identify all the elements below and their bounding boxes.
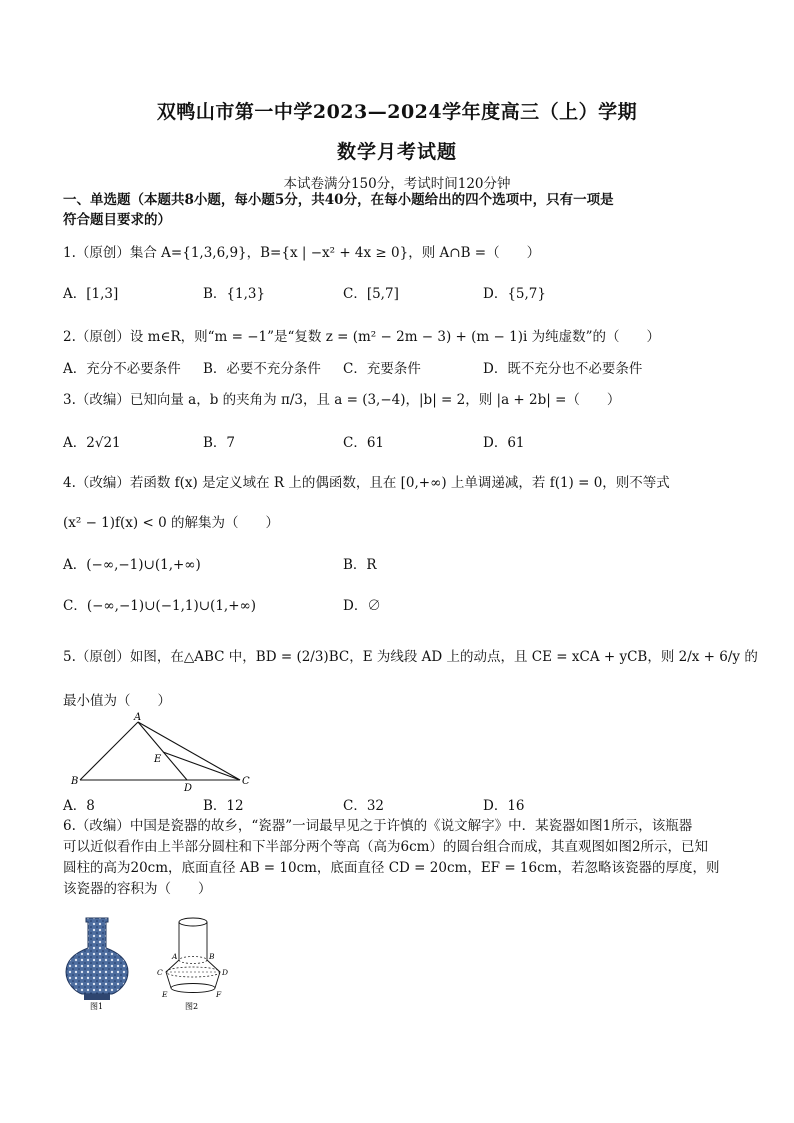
q5-option-a[interactable]: A．8 <box>63 798 95 814</box>
question-2-stem: 2.（原创）设 m∈R，则“m = −1”是“复数 z = (m² − 2m − 3) + (m − 1)i 为纯虚数”的（ ） <box>63 329 660 345</box>
exam-title: 双鸭山市第一中学2023—2024学年度高三（上）学期 <box>156 101 638 123</box>
q2-option-a[interactable]: A．充分不必要条件 <box>63 361 181 377</box>
ab-circle <box>179 957 207 964</box>
fig2-label-c: C <box>157 968 163 977</box>
label-e: E <box>154 754 162 765</box>
q2-option-b[interactable]: B．必要不充分条件 <box>203 361 321 377</box>
section-heading-cont: 符合题目要求的） <box>63 212 171 228</box>
fig2-label-b: B <box>209 952 215 961</box>
q2-option-d[interactable]: D．既不充分也不必要条件 <box>483 361 643 377</box>
fig2-label-f: F <box>216 990 222 999</box>
q4-option-a[interactable]: A．(−∞,−1)∪(1,+∞) <box>63 557 201 573</box>
q4-option-d[interactable]: D．∅ <box>343 598 381 614</box>
question-3-stem: 3.（改编）已知向量 a，b 的夹角为 π/3，且 a = (3,−4)，|b| = 2，则 |a + 2b| =（ ） <box>63 392 621 408</box>
fig2-label-a: A <box>172 952 178 961</box>
q5-option-b[interactable]: B．12 <box>203 798 244 814</box>
q3-option-d[interactable]: D．61 <box>483 435 525 451</box>
cylinder-top <box>179 918 207 926</box>
label-d: D <box>184 783 193 794</box>
side-ab <box>80 722 138 780</box>
exam-info: 本试卷满分150分，考试时间120分钟 <box>283 176 511 192</box>
q3-option-a[interactable]: A．2√21 <box>63 435 121 451</box>
q3-option-c[interactable]: C．61 <box>343 435 385 451</box>
side-ac <box>138 722 240 780</box>
label-b: B <box>71 776 79 787</box>
fig2-caption: 图2 <box>185 1002 199 1010</box>
exam-subject-title: 数学月考试题 <box>336 141 457 163</box>
vessel-diagram <box>148 910 238 1010</box>
fig1-caption: 图1 <box>90 1002 104 1010</box>
vase-photo <box>62 910 132 1010</box>
q1-option-a[interactable]: A．[1,3] <box>63 286 119 302</box>
segment-ad <box>138 722 187 780</box>
question-6-stem: 6.（改编）中国是瓷器的故乡，“瓷器”一词最早见之于许慎的《说文解字》中．某瓷器如图1所示，该瓶器 <box>63 818 693 834</box>
vase-foot <box>84 994 110 1000</box>
q1-option-c[interactable]: C．[5,7] <box>343 286 399 302</box>
q3-option-b[interactable]: B．7 <box>203 435 236 451</box>
fig2-label-d: D <box>222 968 229 977</box>
question-1-stem: 1.（原创）集合 A={1,3,6,9}，B={x | −x² + 4x ≥ 0}，则 A∩B =（ ） <box>63 245 541 261</box>
upper-frustum-left <box>166 960 179 972</box>
q1-option-d[interactable]: D．{5,7} <box>483 286 546 302</box>
question-5-stem: 5.（原创）如图，在△ABC 中，BD = (2/3)BC，E 为线段 AD 上的动点，且 CE = xCA + yCB，则 2/x + 6/y 的 <box>63 649 758 665</box>
question-4-stem-cont: (x² − 1)f(x) < 0 的解集为（ ） <box>63 515 279 531</box>
q5-option-c[interactable]: C．32 <box>343 798 385 814</box>
q5-option-d[interactable]: D．16 <box>483 798 525 814</box>
question-6-stem-cont1: 可以近似看作由上半部分圆柱和下半部分两个等高（高为6cm）的圆台组合而成，其直观图如图2所示，已知 <box>63 839 709 855</box>
q4-option-b[interactable]: B．R <box>343 557 377 573</box>
label-a: A <box>134 712 142 723</box>
vase-body <box>66 918 128 994</box>
triangle-figure <box>60 710 260 796</box>
question-4-stem: 4.（改编）若函数 f(x) 是定义域在 R 上的偶函数，且在 [0,+∞) 上单调递减，若 f(1) = 0，则不等式 <box>63 475 670 491</box>
question-6-stem-cont2: 圆柱的高为20cm，底面直径 AB = 10cm，底面直径 CD = 20cm，EF = 16cm，若忽略该瓷器的厚度，则 <box>63 860 720 876</box>
fig2-label-e: E <box>162 990 168 999</box>
label-c: C <box>242 776 250 787</box>
section-heading: 一、单选题（本题共8小题，每小题5分，共40分，在每小题给出的四个选项中，只有一项是 <box>63 192 614 208</box>
q2-option-c[interactable]: C．充要条件 <box>343 361 421 377</box>
question-6-stem-cont3: 该瓷器的容积为（ ） <box>63 881 212 897</box>
ef-circle <box>171 984 215 993</box>
question-5-stem-cont: 最小值为（ ） <box>63 693 171 709</box>
q1-option-b[interactable]: B．{1,3} <box>203 286 266 302</box>
q4-option-c[interactable]: C．(−∞,−1)∪(−1,1)∪(1,+∞) <box>63 598 257 614</box>
